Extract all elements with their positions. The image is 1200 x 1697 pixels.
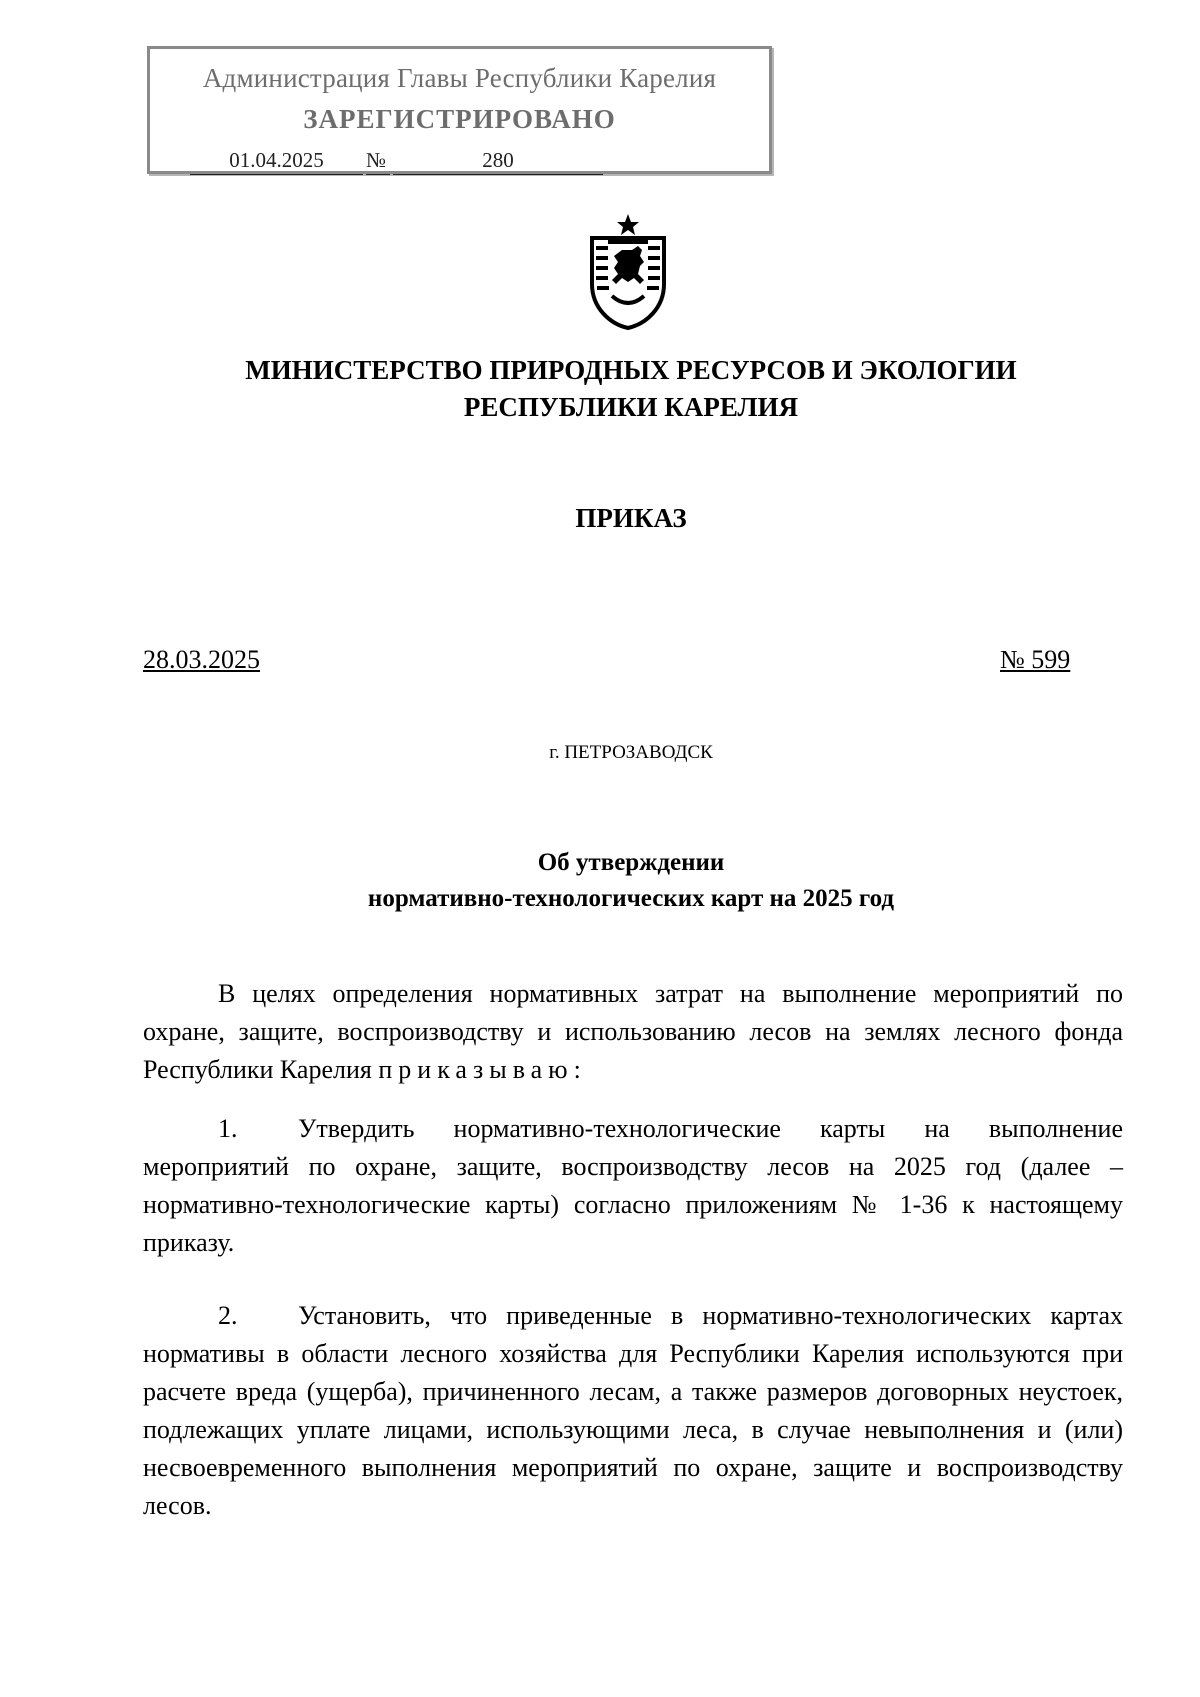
city: г. ПЕТРОЗАВОДСК <box>549 742 713 763</box>
order-date: 28.03.2025 <box>143 645 260 674</box>
list-item <box>143 1110 1123 1262</box>
order-number: № 599 <box>1000 645 1071 674</box>
stamp-status: ЗАРЕГИСТРИРОВАНО <box>303 104 616 134</box>
preamble-text: В целях определения нормативных затрат на выполнение мероприятий по охране, защите, воспроизводству и использованию лесов на землях лесного фонда Республики Карелия <box>143 979 1123 1084</box>
order-subject <box>0 845 1200 917</box>
document-type: ПРИКАЗ <box>575 503 687 533</box>
item-number: 2. <box>218 1301 238 1330</box>
stamp-registration-line <box>190 147 750 177</box>
order-word: приказываю: <box>378 1055 587 1084</box>
ministry-name <box>0 352 1200 426</box>
stamp-number-sign: № <box>366 148 390 175</box>
item-text: Установить, что приведенные в нормативно-технологических картах нормативы в области лесного хозяйства для Республики Карелия используются при расчете вреда (ущерба), причиненного лесам, а также размеров договорных неустоек, подлежащих уплате лицами, использующими леса, в случае невыполнения и (или) несвоевременного выполнения мероприятий по охране, защите и воспроизводству лесов. <box>143 1301 1123 1520</box>
subject-line-2: нормативно-технологических карт на 2025 год <box>367 885 895 912</box>
subject-line-1: Об утверждении <box>537 849 725 876</box>
preamble-paragraph <box>143 975 1123 1089</box>
stamp-date: 01.04.2025 <box>190 148 363 175</box>
stamp-organization: Администрация Главы Республики Карелия <box>202 63 717 93</box>
ministry-line-1: МИНИСТЕРСТВО ПРИРОДНЫХ РЕСУРСОВ И ЭКОЛОГИИ <box>245 355 1017 385</box>
item-text: Утвердить нормативно-технологические карты на выполнение мероприятий по охране, защите, воспроизводству лесов на 2025 год (далее – нормативно-технологические карты) согласно приложениям № 1-36 к настоящему приказу. <box>143 1114 1123 1257</box>
stamp-number: 280 <box>393 148 603 175</box>
registration-stamp <box>147 46 772 174</box>
ministry-line-2: РЕСПУБЛИКИ КАРЕЛИЯ <box>463 392 799 422</box>
list-item <box>143 1297 1123 1525</box>
item-number: 1. <box>218 1114 238 1143</box>
coat-of-arms-of-karelia-icon <box>578 212 678 330</box>
